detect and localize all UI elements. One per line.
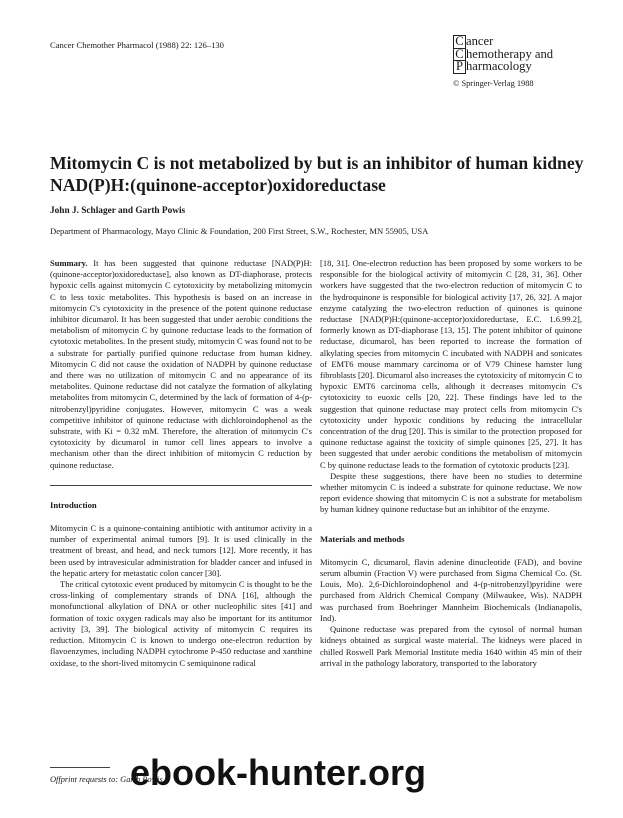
methods-heading: Materials and methods <box>320 533 405 544</box>
right-column <box>320 258 582 669</box>
logo-line-1: C ancer <box>453 35 585 48</box>
journal-logo <box>453 35 585 88</box>
copyright-notice: © Springer-Verlag 1988 <box>453 78 534 88</box>
introduction-heading: Introduction <box>50 499 97 510</box>
body-paragraph: Despite these suggestions, there have been no studies to determine whether mitomycin C is indeed a substrate for quinone reductase. We now report evidence showing that mitomycin C is not a substrate for metabolism by human kidney quinone reductase but an inhibitor of the enzyme. <box>320 470 582 515</box>
watermark: ebook-hunter.org <box>130 752 426 793</box>
summary-paragraph <box>50 258 312 471</box>
body-paragraph: [18, 31]. One-electron reduction has been proposed by some workers to be responsible for the biological activity of mitomycin C [28, 31, 36]. Other workers have suggested that the two-electron reduction of mitomycin C to the hydroquinone is responsible for biological activity [17, 26, 32]. A major enzyme catalyzing the two-electron reduction of quinones is quinone reductase [NAD(P)H:(quinone-acceptor)oxidoreductase, E.C. 1.6.99.2], formerly known as DT-diaphorase [13, 15]. The potent inhibitor of quinone reductase, dicumarol, has been reported to increase the formation of alkylating species from mitomycin C incubated with NADPH and sonicates of EMT6 mouse mammary carcinoma or of V79 Chinese hamster lung fibroblasts [20]. Dicumarol also increases the cytotoxicity of mitomycin C to hypoxic EMT6 carcinoma cells, although it decreases mitomycin C's cytotoxicity to euoxic cells [20, 22]. These findings have led to the suggestion that quinone reductase may protect cells from mitomycin C's cytotoxicity under hypoxic conditions by reducing the intracellular concentration of the drug [20]. This is similar to the protection proposed for quinone reductase against the toxicity of simple quinones [25, 27]. It has been suggested that under aerobic conditions the metabolism of mitomycin C by quinone reductase leads to the formation of cytotoxic products [23]. <box>320 258 582 470</box>
summary-label: Summary. <box>50 258 88 268</box>
logo-line-3: P harmacology <box>453 60 585 74</box>
section-divider <box>50 485 312 486</box>
offprint-footnote: Offprint requests to: Garth Powis <box>50 775 163 784</box>
intro-paragraph: Mitomycin C is a quinone-containing antibiotic with antitumor activity in a number of experimental animal tumors [9]. It is used clinically in the treatment of breast, and head, and neck tumors [12]. More recently, it has been used by intravesicular administration for bladder cancer and infused in the hepatic artery for metastatic colon cancer [30]. <box>50 523 312 578</box>
methods-paragraph: Quinone reductase was prepared from the cytosol of normal human kidneys obtained as surgical waste material. The kidneys were placed in chilled Roswell Park Memorial Institute media 1640 within 45 min of their arrival in the pathology laboratory, transported to the laboratory <box>320 624 582 668</box>
logo-line-2: C hemotherapy and <box>453 48 585 61</box>
article-title: Mitomycin C is not metabolized by but is an inhibitor of human kidney NAD(P)H:(quinone-acceptor)oxidoreductase <box>50 153 584 195</box>
affiliation: Department of Pharmacology, Mayo Clinic & Foundation, 200 First Street, S.W., Rochester, MN 55905, USA <box>50 226 429 236</box>
journal-citation: Cancer Chemother Pharmacol (1988) 22: 126–130 <box>50 40 224 50</box>
left-column <box>50 258 312 669</box>
footnote-divider <box>50 767 110 768</box>
author-list: John J. Schlager and Garth Powis <box>50 206 186 216</box>
methods-paragraph: Mitomycin C, dicumarol, flavin adenine dinucleotide (FAD), and bovine serum albumin (Fraction V) were purchased from Sigma Chemical Co. (St. Louis, Mo). 2,6-Dichloroindophenol and 4-(p-nitrobenzyl)pyridine were purchased from Aldrich Chemical Company (Milwaukee, Wis). NADPH was purchased from Boehringer Mannheim Biochemicals (Indianapolis, Ind). <box>320 556 582 623</box>
summary-text: It has been suggested that quinone reductase [NAD(P)H:(quinone-acceptor)oxidoreductase], also known as DT-diaphorase, protects hypoxic cells against mitomycin C cytotoxicity by metabolizing mitomycin C to less toxic metabolites. This hypothesis is based on an increase in mitomycin C's cytotoxicity in the presence of the potent quinone reductase inhibitor dicumarol. It has been suggested that under aerobic conditions the metabolism of mitomycin C by quinone reductase leads to the formation of cytotoxic metabolites. In the present study, mitomycin C was found not to be a substrate for partially purified quinone reductase from human kidney. Mitomycin C did not cause the oxidation of NADPH by quinone reductase and there was no utilization of mitomycin C and no appearance of its metabolites. Quinone reductase did not catalyze the formation of alkylating metabolites from mitomycin C, determined by the lack of formation of 4-(p-nitrobenzyl)pyridine conjugates. However, mitomycin C was a weak competitive inhibitor of quinone reductase with dichloroindophenol as the substrate, with Ki = 0.32 mM. Therefore, the alteration of mitomycin C's cytotoxicity by dicumarol in tumor cell lines appears to involve a mechanism other than the direct inhibition of mitomycin C reduction by quinone reductase. <box>50 258 312 470</box>
intro-paragraph: The critical cytotoxic event produced by mitomycin C is thought to be the cross-linking of complementary strands of DNA [16], although the monofunctional alkylation of DNA or other nucleophilic sites [41] and formation of toxic oxygen radicals may also be important for its antitumor activity [3, 39]. The biological activity of mitomycin C requires its reduction. Mitomycin C is known to undergo one-electron reduction by flavoenzymes, including NADPH cytochrome P-450 reductase and xanthine oxidase, to the short-lived mitomycin C semiquinone radical <box>50 579 312 668</box>
